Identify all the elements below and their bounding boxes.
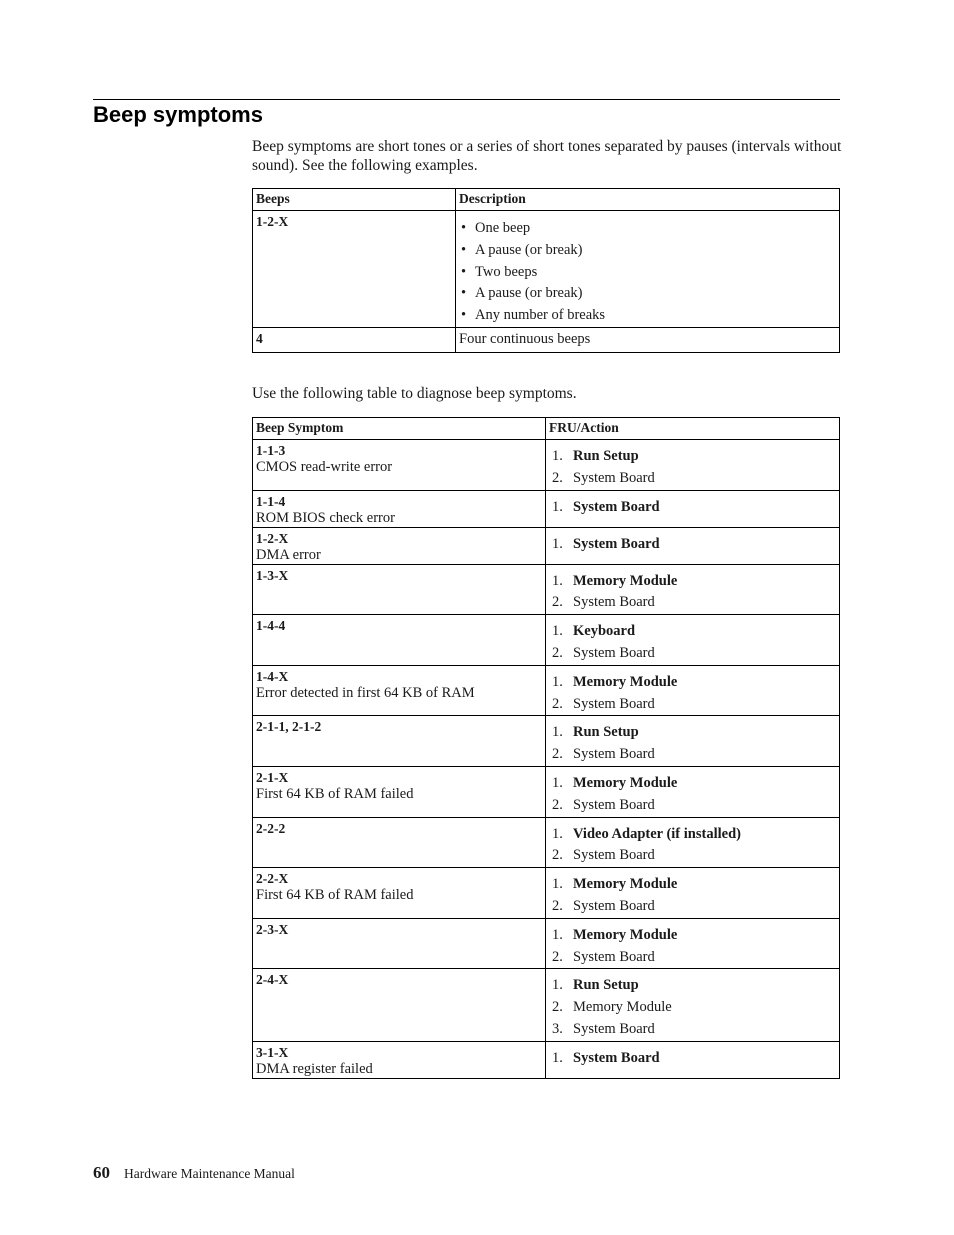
fru-action-cell <box>546 564 840 615</box>
action-item <box>549 975 836 997</box>
fru-action-cell <box>546 817 840 868</box>
symptom-description: ROM BIOS check error <box>256 509 395 526</box>
table-row <box>253 918 840 969</box>
fru-action-cell <box>546 527 840 564</box>
beep-symptom-cell <box>253 564 546 615</box>
table-row <box>253 665 840 716</box>
action-text: System Board <box>573 469 655 486</box>
beep-code: 1-2-X <box>256 214 289 229</box>
action-text: Memory Module <box>573 926 678 943</box>
action-number: 1. <box>552 448 563 464</box>
action-item <box>549 845 836 867</box>
table-row <box>253 615 840 666</box>
beep-symptom-cell <box>253 527 546 564</box>
table-row <box>253 564 840 615</box>
action-number: 2. <box>552 897 563 914</box>
beep-code: 1-2-X <box>256 530 289 546</box>
action-number: 1. <box>552 825 563 842</box>
action-number: 1. <box>552 926 563 943</box>
action-item <box>549 621 836 643</box>
beep-code: 1-1-3 <box>256 443 286 458</box>
action-number: 2. <box>552 469 563 486</box>
action-text: System Board <box>573 594 655 611</box>
action-text: System Board <box>573 897 655 914</box>
action-text: Keyboard <box>573 623 636 640</box>
header-beep-symptom: Beep Symptom <box>253 418 546 440</box>
action-number: 1. <box>552 673 563 690</box>
fru-action-cell <box>546 1041 840 1078</box>
beep-code: 2-2-2 <box>256 820 286 836</box>
fru-action-cell <box>546 716 840 767</box>
fru-action-cell <box>546 615 840 666</box>
action-text: System Board <box>573 1049 660 1066</box>
beep-code: 2-1-X <box>256 769 289 785</box>
table-row <box>253 440 840 491</box>
action-list <box>549 1048 836 1070</box>
action-list <box>549 925 836 969</box>
action-list <box>549 773 836 817</box>
list-item: • Two beeps <box>459 262 836 284</box>
intro-paragraph: Beep symptoms are short tones or a series of short tones separated by pauses (intervals without sound). See the following examples. <box>252 138 842 174</box>
action-item <box>549 694 836 716</box>
action-list <box>549 534 836 556</box>
action-list <box>549 571 836 615</box>
header-beeps: Beeps <box>253 189 456 211</box>
table-row <box>253 969 840 1041</box>
action-text: Run Setup <box>573 977 639 994</box>
page-number: 60 <box>93 1163 110 1182</box>
table-row <box>253 716 840 767</box>
action-number: 1. <box>552 876 563 893</box>
table-row <box>253 1041 840 1078</box>
action-item <box>549 744 836 766</box>
action-item <box>549 534 836 556</box>
action-text: Memory Module <box>573 572 678 589</box>
fru-action-cell <box>546 969 840 1041</box>
action-item <box>549 1019 836 1041</box>
beeps-cell <box>253 327 456 352</box>
table-row <box>253 766 840 817</box>
action-item <box>549 446 836 468</box>
action-list <box>549 446 836 490</box>
description-cell <box>456 327 840 352</box>
action-list <box>549 975 836 1040</box>
beep-code: 4 <box>256 330 263 346</box>
fru-action-cell <box>546 440 840 491</box>
table-row <box>253 327 840 352</box>
description-cell <box>456 211 840 328</box>
action-list <box>549 874 836 918</box>
beep-code: 1-4-4 <box>256 618 286 634</box>
beep-code: 2-1-1, 2-1-2 <box>256 719 322 735</box>
action-item <box>549 571 836 593</box>
description-text: Four continuous beeps <box>459 330 591 347</box>
beep-symptom-cell <box>253 440 546 491</box>
action-item <box>549 947 836 969</box>
action-item <box>549 722 836 744</box>
beep-code: 1-1-4 <box>256 493 286 509</box>
fru-action-cell <box>546 868 840 919</box>
beep-symptom-cell <box>253 490 546 527</box>
action-number: 2. <box>552 847 563 864</box>
action-number: 1. <box>552 774 563 791</box>
action-number: 1. <box>552 498 563 515</box>
action-text: Memory Module <box>573 999 672 1016</box>
table-header-row <box>253 189 840 211</box>
action-text: Run Setup <box>573 448 639 464</box>
action-number: 2. <box>552 796 563 813</box>
action-text: Memory Module <box>573 876 678 893</box>
description-list <box>459 218 836 327</box>
action-item <box>549 824 836 846</box>
beep-code: 3-1-X <box>256 1044 289 1060</box>
action-list <box>549 497 836 519</box>
beep-code: 1-3-X <box>256 567 289 583</box>
action-number: 1. <box>552 1049 563 1066</box>
action-number: 2. <box>552 746 563 763</box>
beep-code: 2-2-X <box>256 871 289 887</box>
beep-examples-table <box>252 188 840 353</box>
header-description: Description <box>456 189 840 211</box>
action-text: System Board <box>573 498 660 515</box>
list-item: • A pause (or break) <box>459 283 836 305</box>
action-number: 1. <box>552 535 563 552</box>
beep-symptom-cell <box>253 817 546 868</box>
action-number: 3. <box>552 1020 563 1037</box>
beep-symptom-cell <box>253 716 546 767</box>
action-number: 2. <box>552 594 563 611</box>
action-number: 1. <box>552 977 563 994</box>
header-fru-action: FRU/Action <box>546 418 840 440</box>
action-number: 2. <box>552 999 563 1016</box>
action-number: 1. <box>552 623 563 640</box>
action-item <box>549 643 836 665</box>
table-row <box>253 211 840 328</box>
symptom-description: First 64 KB of RAM failed <box>256 785 414 802</box>
action-text: System Board <box>573 746 655 763</box>
action-item <box>549 896 836 918</box>
action-item <box>549 773 836 795</box>
section-rule <box>93 99 840 100</box>
beep-code: 1-4-X <box>256 668 289 684</box>
beep-symptom-table <box>252 417 840 1079</box>
action-list <box>549 672 836 716</box>
symptom-description: DMA error <box>256 546 321 563</box>
action-item <box>549 997 836 1019</box>
list-item: • A pause (or break) <box>459 240 836 262</box>
action-number: 1. <box>552 572 563 589</box>
action-item <box>549 672 836 694</box>
action-number: 2. <box>552 644 563 661</box>
symptom-description: First 64 KB of RAM failed <box>256 887 414 904</box>
beep-symptom-cell <box>253 868 546 919</box>
action-item <box>549 592 836 614</box>
table-row <box>253 817 840 868</box>
action-text: System Board <box>573 535 660 552</box>
beeps-cell <box>253 211 456 328</box>
action-text: System Board <box>573 948 655 965</box>
list-item: • One beep <box>459 218 836 240</box>
manual-title: Hardware Maintenance Manual <box>124 1166 295 1181</box>
action-item <box>549 874 836 896</box>
action-item <box>549 497 836 519</box>
beep-symptom-cell <box>253 1041 546 1078</box>
action-text: System Board <box>573 796 655 813</box>
fru-action-cell <box>546 918 840 969</box>
diagnose-paragraph: Use the following table to diagnose beep symptoms. <box>252 385 577 402</box>
beep-symptom-cell <box>253 969 546 1041</box>
beep-code: 2-3-X <box>256 921 289 937</box>
action-number: 1. <box>552 724 563 741</box>
table-row <box>253 490 840 527</box>
action-list <box>549 621 836 665</box>
action-text: System Board <box>573 1020 655 1037</box>
fru-action-cell <box>546 665 840 716</box>
fru-action-cell <box>546 766 840 817</box>
fru-action-cell <box>546 490 840 527</box>
page-footer <box>93 1162 295 1185</box>
action-text: Video Adapter (if installed) <box>573 825 741 842</box>
list-item: • Any number of breaks <box>459 305 836 327</box>
beep-code: 2-4-X <box>256 972 289 988</box>
action-list <box>549 722 836 766</box>
symptom-description: Error detected in first 64 KB of RAM <box>256 684 475 701</box>
action-text: Run Setup <box>573 724 639 741</box>
table-header-row <box>253 418 840 440</box>
action-item <box>549 468 836 490</box>
symptom-description: CMOS read-write error <box>256 459 393 475</box>
action-number: 2. <box>552 948 563 965</box>
action-text: Memory Module <box>573 673 678 690</box>
action-number: 2. <box>552 695 563 712</box>
action-item <box>549 925 836 947</box>
symptom-description: DMA register failed <box>256 1060 373 1077</box>
beep-symptom-cell <box>253 918 546 969</box>
action-text: System Board <box>573 847 655 864</box>
action-item <box>549 1048 836 1070</box>
table-row <box>253 868 840 919</box>
action-list <box>549 824 836 868</box>
action-text: Memory Module <box>573 774 678 791</box>
beep-symptom-cell <box>253 766 546 817</box>
beep-symptom-cell <box>253 615 546 666</box>
action-item <box>549 795 836 817</box>
beep-symptom-cell <box>253 665 546 716</box>
page-heading: Beep symptoms <box>93 102 263 127</box>
action-text: System Board <box>573 644 655 661</box>
table-row <box>253 527 840 564</box>
action-text: System Board <box>573 695 655 712</box>
